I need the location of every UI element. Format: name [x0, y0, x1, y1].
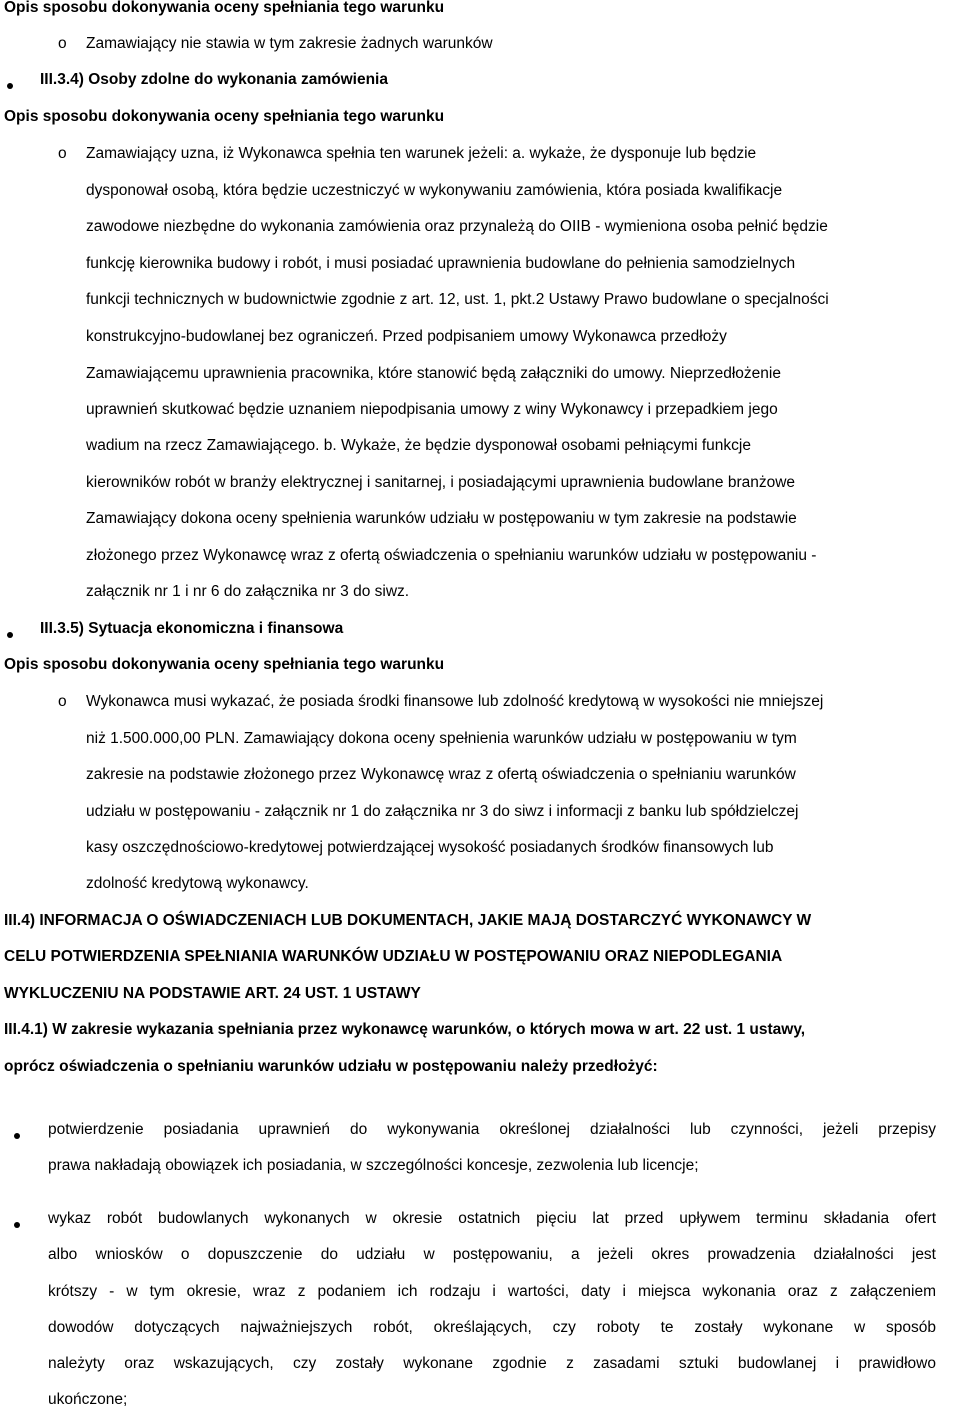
list-item: Zamawiający nie stawia w tym zakresie żadnych warunków — [86, 35, 493, 52]
section-heading: Opis sposobu dokonywania oceny spełniania tego warunku — [4, 108, 445, 125]
section-title: III.3.5) Sytuacja ekonomiczna i finansowa — [40, 620, 344, 637]
text-line: funkcji technicznych w budownictwie zgodnie z art. 12, ust. 1, pkt.2 Ustawy Prawo budowlane o specjalności — [86, 291, 829, 308]
circle-bullet-icon: o — [58, 693, 67, 710]
text-line: krótszy - w tym okresie, wraz z podaniem ich rodzaju i wartości, daty i miejsca wykonania oraz z załączeniem — [48, 1283, 936, 1300]
text-line: Zamawiający dokona oceny spełnienia warunków udziału w postępowaniu w tym zakresie na podstawie — [86, 510, 797, 527]
text-line: albo wniosków o dopuszczenie do udziału w postępowaniu, a jeżeli okres prowadzenia działalności jest — [48, 1246, 936, 1263]
text-line: udziału w postępowaniu - załącznik nr 1 do załącznika nr 3 do siwz i informacji z banku lub spółdzielczej — [86, 803, 799, 820]
text-line: dowodów dotyczących najważniejszych robót, określających, czy roboty te zostały wykonane w sposób — [48, 1319, 936, 1336]
text-line: potwierdzenie posiadania uprawnień do wykonywania określonej działalności lub czynności, jeżeli przepisy — [48, 1121, 936, 1138]
subsection-title: oprócz oświadczenia o spełnianiu warunków udziału w postępowaniu należy przedłożyć: — [4, 1058, 658, 1075]
text-line: uprawnień skutkować będzie uznaniem niepodpisania umowy z winy Wykonawcy i przepadkiem jego — [86, 401, 778, 418]
subsection-title: III.4.1) W zakresie wykazania spełniania przez wykonawcę warunków, o których mowa w art. 22 ust. 1 ustawy, — [4, 1021, 806, 1038]
bullet-icon — [7, 632, 13, 638]
text-line: Wykonawca musi wykazać, że posiada środki finansowe lub zdolność kredytową w wysokości nie mniejszej — [86, 693, 824, 710]
bullet-icon — [7, 83, 13, 89]
text-line: kasy oszczędnościowo-kredytowej potwierdzającej wysokość posiadanych środków finansowych lub — [86, 839, 774, 856]
section-title: III.3.4) Osoby zdolne do wykonania zamówienia — [40, 71, 388, 88]
circle-bullet-icon: o — [58, 35, 67, 52]
section-title: CELU POTWIERDZENIA SPEŁNIANIA WARUNKÓW UDZIAŁU W POSTĘPOWANIU ORAZ NIEPODLEGANIA — [4, 948, 783, 965]
section-title: III.4) INFORMACJA O OŚWIADCZENIACH LUB DOKUMENTACH, JAKIE MAJĄ DOSTARCZYĆ WYKONAWCY W — [4, 912, 812, 929]
text-line: zdolność kredytową wykonawcy. — [86, 875, 309, 892]
section-heading: Opis sposobu dokonywania oceny spełniania tego warunku — [4, 656, 445, 673]
section-heading: Opis sposobu dokonywania oceny spełniania tego warunku — [4, 0, 445, 16]
text-line: Zamawiający uzna, iż Wykonawca spełnia ten warunek jeżeli: a. wykaże, że dysponuje lub będzie — [86, 145, 757, 162]
text-line: wadium na rzecz Zamawiającego. b. Wykaże, że będzie dysponował osobami pełniącymi funkcje — [86, 437, 751, 454]
text-line: prawa nakładają obowiązek ich posiadania, w szczególności koncesje, zezwolenia lub licencje; — [48, 1157, 699, 1174]
text-line: załącznik nr 1 i nr 6 do załącznika nr 3 do siwz. — [86, 583, 410, 600]
text-line: Zamawiającemu uprawnienia pracownika, które stanowić będą załączniki do umowy. Nieprzedłożenie — [86, 365, 781, 382]
bullet-icon — [14, 1133, 20, 1139]
text-line: niż 1.500.000,00 PLN. Zamawiający dokona oceny spełnienia warunków udziału w postępowaniu w tym — [86, 730, 797, 747]
text-line: złożonego przez Wykonawcę wraz z ofertą oświadczenia o spełnianiu warunków udziału w postępowaniu - — [86, 547, 817, 564]
text-line: dysponował osobą, która będzie uczestniczyć w wykonywaniu zamówienia, która posiada kwalifikacje — [86, 182, 783, 199]
text-line: kierowników robót w branży elektrycznej i sanitarnej, i posiadającymi uprawnienia budowlane branżowe — [86, 474, 796, 491]
bullet-icon — [14, 1222, 20, 1228]
text-line: zawodowe niezbędne do wykonania zamówienia oraz przynależą do OIIB - wymieniona osoba pełnić będzie — [86, 218, 828, 235]
text-line: zakresie na podstawie złożonego przez Wykonawcę wraz z ofertą oświadczenia o spełnianiu warunków — [86, 766, 796, 783]
text-line: wykaz robót budowlanych wykonanych w okresie ostatnich pięciu lat przed upływem terminu składania ofert — [48, 1210, 936, 1227]
circle-bullet-icon: o — [58, 145, 67, 162]
text-line: należyty oraz wskazujących, czy zostały wykonane zgodnie z zasadami sztuki budowlanej i prawidłowo — [48, 1355, 936, 1372]
text-line: ukończone; — [48, 1391, 128, 1408]
text-line: funkcję kierownika budowy i robót, i musi posiadać uprawnienia budowlane do pełnienia samodzielnych — [86, 255, 796, 272]
text-line: konstrukcyjno-budowlanej bez ograniczeń. Przed podpisaniem umowy Wykonawca przedłoży — [86, 328, 727, 345]
section-title: WYKLUCZENIU NA PODSTAWIE ART. 24 UST. 1 USTAWY — [4, 985, 421, 1002]
